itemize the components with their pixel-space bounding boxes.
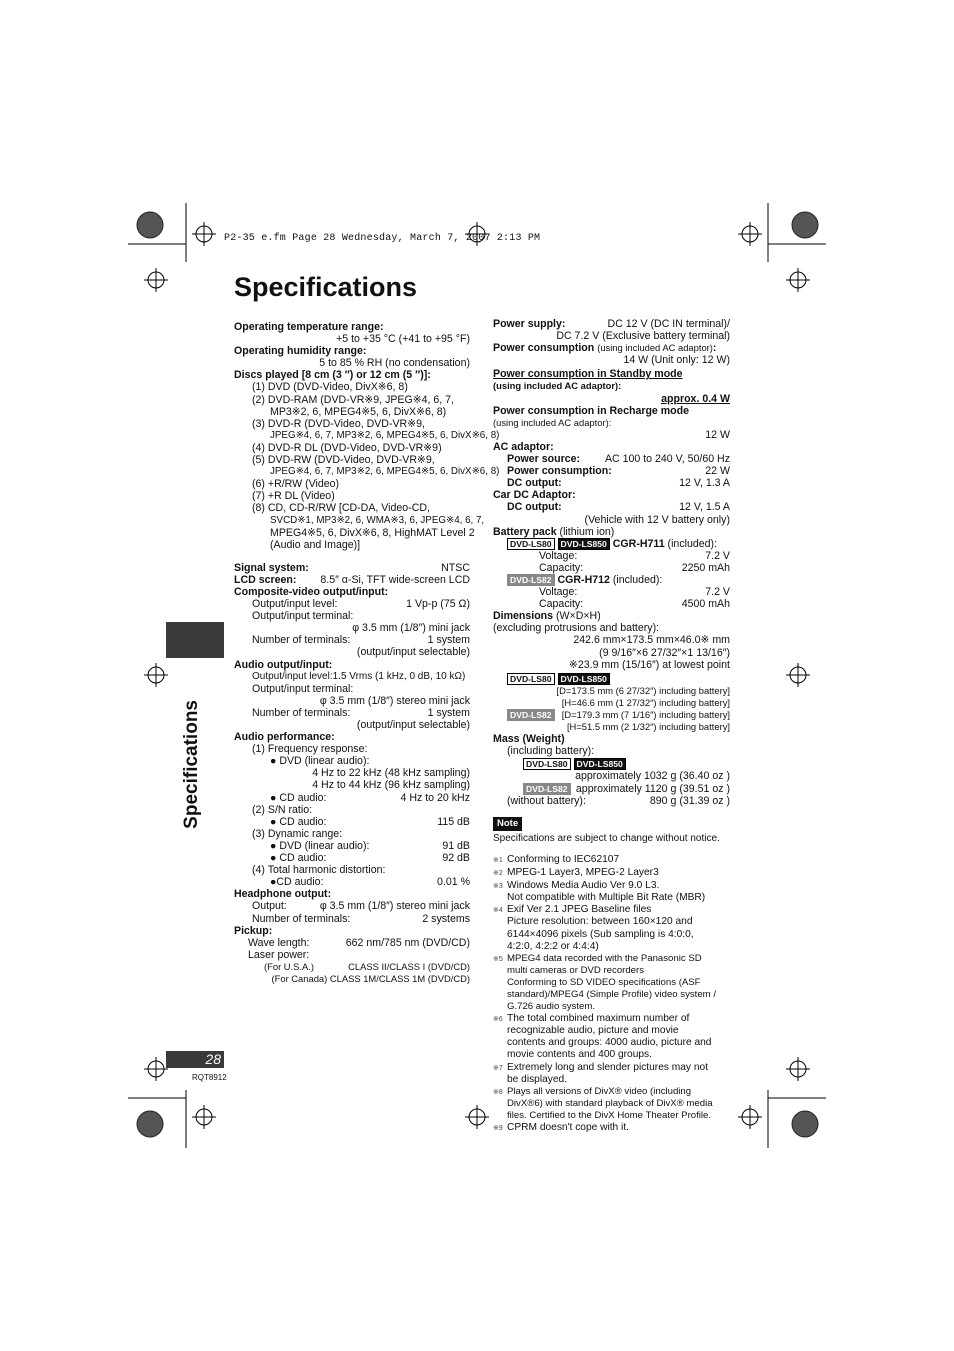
footnote: [493, 953, 730, 1013]
pk-wave-value: 662 nm/785 nm (DVD/CD): [345, 936, 470, 949]
ac-pc-value: 22 W: [705, 465, 730, 478]
disc-item: (3) DVD-R (DVD-Video, DVD-VR※9,: [252, 417, 425, 430]
footnote-line: be displayed.: [507, 1073, 568, 1085]
mass-ls82: approximately 1120 g (39.51 oz ): [575, 782, 730, 795]
bp1-cap-value: 2250 mAh: [681, 561, 730, 574]
signal-value: NTSC: [441, 561, 470, 574]
mass-wo-value: 890 g (31.39 oz ): [649, 794, 730, 807]
car-heading: Car DC Adaptor:: [493, 489, 576, 502]
dim-value2: (9 9/16″×6 27/32″×1 13/16″): [599, 646, 730, 659]
model-tag-ls82: DVD-LS82: [523, 783, 571, 795]
cv-term-value: φ 3.5 mm (1/8″) mini jack: [352, 622, 470, 635]
sn-cd-value: 115 dB: [437, 815, 470, 828]
model-tag-ls80: DVD-LS80: [507, 538, 555, 550]
mass-ls80: approximately 1032 g (36.40 oz ): [575, 770, 730, 783]
ps-row: [493, 318, 730, 330]
pc-heading: Power consumption: [493, 342, 595, 355]
dim-ls82-h: [H=51.5 mm (2 1/32″) including battery]: [566, 721, 730, 733]
hp-out-row: [234, 900, 470, 912]
bp2-model: CGR-H712: [557, 573, 610, 586]
footnote-line: CPRM doesn't cope with it.: [507, 1122, 629, 1133]
mass-heading: Mass (Weight): [493, 733, 565, 746]
mass-ls82-row: [493, 783, 730, 795]
cv-level-row: [234, 598, 470, 610]
hp-out-label: Output:: [252, 900, 287, 913]
bp1-included: (included):: [667, 537, 718, 550]
ap-heading: Audio performance:: [234, 731, 335, 744]
bp-note: (lithium ion): [559, 525, 615, 538]
footnote-line: recognizable audio, picture and movie: [507, 1025, 679, 1037]
cv-level-label: Output/input level:: [252, 598, 338, 611]
mass-wo-row: [493, 795, 730, 807]
page-number-box: [166, 1051, 224, 1068]
bp1-cap-row: [493, 562, 730, 574]
ac-src-value: AC 100 to 240 V, 50/60 Hz: [604, 453, 730, 466]
bp-heading: Battery pack: [493, 525, 557, 538]
hp-num-value: 2 systems: [422, 912, 470, 925]
disc-item: (6) +R/RW (Video): [252, 478, 340, 491]
pk-usa-value: CLASS II/CLASS I (DVD/CD): [348, 960, 470, 972]
disc-item: (7) +R DL (Video): [252, 490, 335, 503]
ac-src-row: [493, 453, 730, 465]
dim-ls82-row: [493, 709, 730, 721]
disc-item: (8) CD, CD-R/RW [CD-DA, Video-CD,: [252, 502, 430, 515]
disc-item: JPEG※4, 6, 7, MP3※2, 6, MPEG4※5, 6, DivX※6, 8): [270, 429, 500, 441]
footnote: [493, 854, 730, 867]
cv-term-label: Output/input terminal:: [252, 610, 354, 623]
lcd-row: [234, 574, 470, 586]
ao-heading: Audio output/input:: [234, 658, 333, 671]
footnote: [493, 904, 730, 952]
lcd-label: LCD screen:: [234, 573, 297, 586]
model-tag-ls82: DVD-LS82: [507, 574, 555, 586]
bp1-row: [493, 538, 730, 550]
right-column: [493, 318, 730, 1135]
ps-label: Power supply:: [493, 318, 566, 330]
footnote-body: [507, 953, 716, 1013]
fr-dvd-label: ● DVD (linear audio):: [270, 755, 370, 768]
dr-label: (3) Dynamic range:: [252, 827, 343, 840]
thd-cd-label: ●CD audio:: [270, 876, 324, 889]
pc-heading-row: Power consumption (using included AC adaptor):: [493, 342, 717, 355]
pk-usa-row: [234, 961, 470, 973]
bp2-cap-value: 4500 mAh: [681, 598, 730, 611]
bp1-volt-value: 7.2 V: [705, 549, 730, 562]
file-header-line: P2-35 e.fm Page 28 Wednesday, March 7, 2007 2:13 PM: [224, 233, 541, 244]
model-tag-ls850: DVD-LS850: [558, 538, 610, 550]
ps-value1: DC 12 V (DC IN terminal)/: [607, 318, 730, 330]
footnote: [493, 1122, 730, 1135]
ac-dc-label: DC output:: [507, 477, 562, 490]
op-hum-heading: Operating humidity range:: [234, 345, 367, 358]
footnote-mark: ※2: [493, 870, 503, 878]
page-number: 28: [205, 1051, 221, 1067]
model-tag-ls850: DVD-LS850: [574, 758, 626, 770]
footnote-mark: ※3: [493, 883, 503, 891]
footnote-body: [507, 880, 705, 904]
ac-pc-label: Power consumption:: [507, 465, 612, 478]
cv-num-value: 1 system: [427, 634, 470, 647]
note-text: Specifications are subject to change without notice.: [493, 832, 720, 844]
dr-cd-row: [234, 852, 470, 864]
ao-level: Output/input level:1.5 Vrms (1 kHz, 0 dB, 10 kΩ): [252, 670, 466, 682]
bp1-model: CGR-H711: [612, 537, 665, 550]
cv-num-note: (output/input selectable): [356, 646, 470, 659]
footnote-body: [507, 1062, 708, 1086]
pk-wave-label: Wave length:: [248, 936, 310, 949]
footnote-body: [507, 1122, 629, 1135]
dr-dvd-row: [234, 840, 470, 852]
footnote-body: [507, 1013, 711, 1061]
footnote-line: MPEG-1 Layer3, MPEG-2 Layer3: [507, 867, 659, 879]
model-tag-ls80: DVD-LS80: [507, 673, 555, 685]
footnote-line: Conforming to SD VIDEO specifications (ASF: [507, 976, 701, 988]
footnote-body: [507, 904, 694, 952]
fr-cd-label: ● CD audio:: [270, 791, 327, 804]
fr-dvd-value1: 4 Hz to 22 kHz (48 kHz sampling): [312, 767, 470, 780]
bp2-cap-row: [493, 598, 730, 610]
dim-heading: Dimensions: [493, 610, 554, 623]
dr-cd-value: 92 dB: [442, 852, 470, 865]
cv-level-value: 1 Vp-p (75 Ω): [406, 598, 470, 611]
disc-item: (1) DVD (DVD-Video, DivX※6, 8): [252, 381, 408, 394]
footnote-body: [507, 854, 619, 867]
ac-pc-row: [493, 465, 730, 477]
footnote: [493, 867, 730, 880]
mass-ls80-tags: [493, 758, 730, 770]
footnote-line: 4:2:0, 4:2:2 or 4:4:4): [507, 940, 599, 952]
dr-cd-label: ● CD audio:: [270, 852, 327, 865]
car-dc-value: 12 V, 1.5 A: [679, 501, 730, 514]
op-hum-value: 5 to 85 % RH (no condensation): [319, 357, 470, 370]
disc-item: SVCD※1, MP3※2, 6, WMA※3, 6, JPEG※4, 6, 7,: [270, 514, 485, 526]
thd-label: (4) Total harmonic distortion:: [252, 864, 386, 877]
footnote-line: Plays all versions of DivX® video (including: [507, 1085, 692, 1097]
side-tab-label: Specifications: [181, 700, 202, 829]
bp1-volt-row: [493, 550, 730, 562]
footnote-line: G.726 audio system.: [507, 1001, 595, 1013]
cv-num-row: [234, 634, 470, 646]
bp2-included: (included):: [612, 573, 663, 586]
op-temp-value: +5 to +35 °C (+41 to +95 °F): [336, 333, 470, 346]
ao-num-label: Number of terminals:: [252, 706, 351, 719]
hp-num-row: [234, 913, 470, 925]
footnote-line: Windows Media Audio Ver 9.0 L3.: [507, 880, 660, 892]
footnote-body: [507, 867, 659, 880]
footnote: [493, 1062, 730, 1086]
car-dc-label: DC output:: [507, 501, 562, 514]
footnote-line: MPEG4 data recorded with the Panasonic SD: [507, 952, 702, 964]
footnote-line: multi cameras or DVD recorders: [507, 964, 645, 976]
side-tab-block: [166, 622, 224, 658]
dr-dvd-label: ● DVD (linear audio):: [270, 839, 370, 852]
dim-ls80-tags: [493, 673, 730, 685]
disc-item: MP3※2, 6, MPEG4※5, 6, DivX※6, 8): [270, 405, 447, 418]
dim-heading-row: [493, 610, 730, 622]
fr-dvd-value2: 4 Hz to 44 kHz (96 kHz sampling): [312, 779, 470, 792]
bp2-volt-value: 7.2 V: [705, 586, 730, 599]
mass-including: (including battery):: [507, 745, 595, 758]
footnote-line: Picture resolution: between 160×120 and: [507, 916, 693, 928]
footnote-line: The total combined maximum number of: [507, 1013, 690, 1025]
footnote-line: Exif Ver 2.1 JPEG Baseline files: [507, 904, 652, 916]
model-tag-ls80: DVD-LS80: [523, 758, 571, 770]
footnote-line: Conforming to IEC62107: [507, 853, 620, 865]
footnote-body: [507, 1086, 713, 1122]
footnote-mark: ※5: [493, 955, 503, 963]
footnote-line: Not compatible with Multiple Bit Rate (MBR): [507, 892, 706, 904]
footnote-mark: ※1: [493, 856, 503, 864]
footnote-line: 6144×4096 pixels (Sub sampling is 4:0:0,: [507, 928, 694, 940]
footnote-mark: ※4: [493, 907, 503, 915]
footnote-line: movie contents and 400 groups.: [507, 1049, 652, 1061]
standby-note: (using included AC adaptor):: [493, 380, 622, 392]
ac-dc-row: [493, 477, 730, 489]
dim-ls80-d: [D=173.5 mm (6 27/32″) including battery]: [556, 684, 730, 696]
bp2-row: [493, 574, 730, 586]
pc-note: (using included AC adaptor): [597, 342, 713, 354]
standby-value: approx. 0.4 W: [661, 392, 730, 405]
car-note: (Vehicle with 12 V battery only): [584, 513, 730, 526]
ao-term-label: Output/input terminal:: [252, 682, 354, 695]
footnote-line: standard)/MPEG4 (Simple Profile) video system /: [507, 988, 717, 1000]
footnote: [493, 880, 730, 904]
thd-cd-row: [234, 876, 470, 888]
disc-item: (5) DVD-RW (DVD-Video, DVD-VR※9,: [252, 454, 435, 467]
dim-ls82-d: [D=179.3 mm (7 1/16″) including battery]: [561, 709, 730, 720]
disc-item: JPEG※4, 6, 7, MP3※2, 6, MPEG4※5, 6, DivX※6, 8): [270, 466, 500, 478]
pk-canada: (For Canada) CLASS 1M/CLASS 1M (DVD/CD): [271, 972, 470, 984]
footnote-mark: ※6: [493, 1016, 503, 1024]
pc-value: 14 W (Unit only: 12 W): [623, 354, 730, 367]
disc-item: (Audio and Image)]: [270, 538, 361, 551]
sn-cd-label: ● CD audio:: [270, 815, 327, 828]
footnotes: [493, 854, 730, 1135]
model-tag-ls850: DVD-LS850: [558, 673, 610, 685]
disc-item: MPEG4※5, 6, DivX※6, 8, HighMAT Level 2: [270, 526, 475, 539]
dim-ls80-h: [H=46.6 mm (1 27/32″) including battery]: [561, 696, 730, 708]
footnote: [493, 1013, 730, 1061]
recharge-value: 12 W: [705, 428, 730, 441]
pk-usa-label: (For U.S.A.): [264, 960, 315, 972]
fr-cd-value: 4 Hz to 20 kHz: [400, 791, 470, 804]
lcd-value: 8.5″ α-Si, TFT wide-screen LCD: [320, 573, 470, 586]
recharge-note: (using included AC adaptor):: [493, 416, 612, 428]
standby-heading: Power consumption in Standby mode: [493, 368, 683, 381]
hp-num-label: Number of terminals:: [252, 912, 351, 925]
cv-num-label: Number of terminals:: [252, 634, 351, 647]
hp-heading: Headphone output:: [234, 888, 332, 901]
model-tag-ls82: DVD-LS82: [507, 709, 555, 721]
recharge-heading: Power consumption in Recharge mode: [493, 404, 690, 417]
fr-label: (1) Frequency response:: [252, 743, 368, 756]
signal-row: [234, 562, 470, 574]
footnote-mark: ※8: [493, 1088, 503, 1096]
cv-heading: Composite-video output/input:: [234, 585, 389, 598]
signal-label: Signal system:: [234, 561, 309, 574]
dim-value1: 242.6 mm×173.5 mm×46.0※ mm: [573, 634, 730, 647]
bp2-volt-label: Voltage:: [539, 586, 578, 599]
fr-cd-row: [234, 792, 470, 804]
dim-value3: ※23.9 mm (15/16″) at lowest point: [568, 658, 730, 671]
ps-value2: DC 7.2 V (Exclusive battery terminal): [556, 330, 730, 343]
bp-heading-row: [493, 526, 730, 538]
pk-laser-label: Laser power:: [248, 948, 310, 961]
bp2-cap-label: Capacity:: [539, 598, 584, 611]
page-title: Specifications: [234, 272, 418, 302]
dim-note: (W×D×H): [556, 610, 601, 623]
car-dc-row: [493, 501, 730, 513]
thd-cd-value: 0.01 %: [437, 876, 470, 889]
hp-out-value: φ 3.5 mm (1/8″) stereo mini jack: [319, 900, 470, 913]
disc-item: (4) DVD-R DL (DVD-Video, DVD-VR※9): [252, 441, 442, 454]
ac-src-label: Power source:: [507, 453, 581, 466]
ao-term-value: φ 3.5 mm (1/8″) stereo mini jack: [319, 694, 470, 707]
footnote: [493, 1086, 730, 1122]
pk-wave-row: [234, 937, 470, 949]
footnote-line: contents and groups: 4000 audio, picture and: [507, 1037, 712, 1049]
bp1-volt-label: Voltage:: [539, 549, 578, 562]
footnote-line: DivX®6) with standard playback of DivX® media: [507, 1097, 713, 1109]
sn-label: (2) S/N ratio:: [252, 803, 313, 816]
note-tag: Note: [493, 817, 522, 831]
op-temp-heading: Operating temperature range:: [234, 321, 384, 333]
dr-dvd-value: 91 dB: [442, 839, 470, 852]
discs-heading: Discs played [8 cm (3 ″) or 12 cm (5 ″)]:: [234, 369, 431, 382]
mass-wo-label: (without battery):: [507, 794, 586, 807]
pickup-heading: Pickup:: [234, 924, 273, 937]
bp1-cap-label: Capacity:: [539, 561, 584, 574]
ao-num-value: 1 system: [427, 706, 470, 719]
footnote-line: files. Certified to the DivX Home Theater Profile.: [507, 1109, 712, 1121]
footnote-mark: ※7: [493, 1064, 503, 1072]
doc-code: RQT8912: [192, 1073, 227, 1082]
ac-dc-value: 12 V, 1.3 A: [679, 477, 730, 490]
ao-num-row: [234, 707, 470, 719]
disc-item: (2) DVD-RAM (DVD-VR※9, JPEG※4, 6, 7,: [252, 393, 455, 406]
ao-num-note: (output/input selectable): [356, 719, 470, 731]
footnote-mark: ※9: [493, 1125, 503, 1132]
bp2-volt-row: [493, 586, 730, 598]
footnote-line: Extremely long and slender pictures may not: [507, 1061, 709, 1073]
ac-heading: AC adaptor:: [493, 440, 554, 453]
sn-cd-row: [234, 816, 470, 828]
left-column: [234, 321, 500, 985]
dim-excl: (excluding protrusions and battery):: [493, 622, 660, 635]
